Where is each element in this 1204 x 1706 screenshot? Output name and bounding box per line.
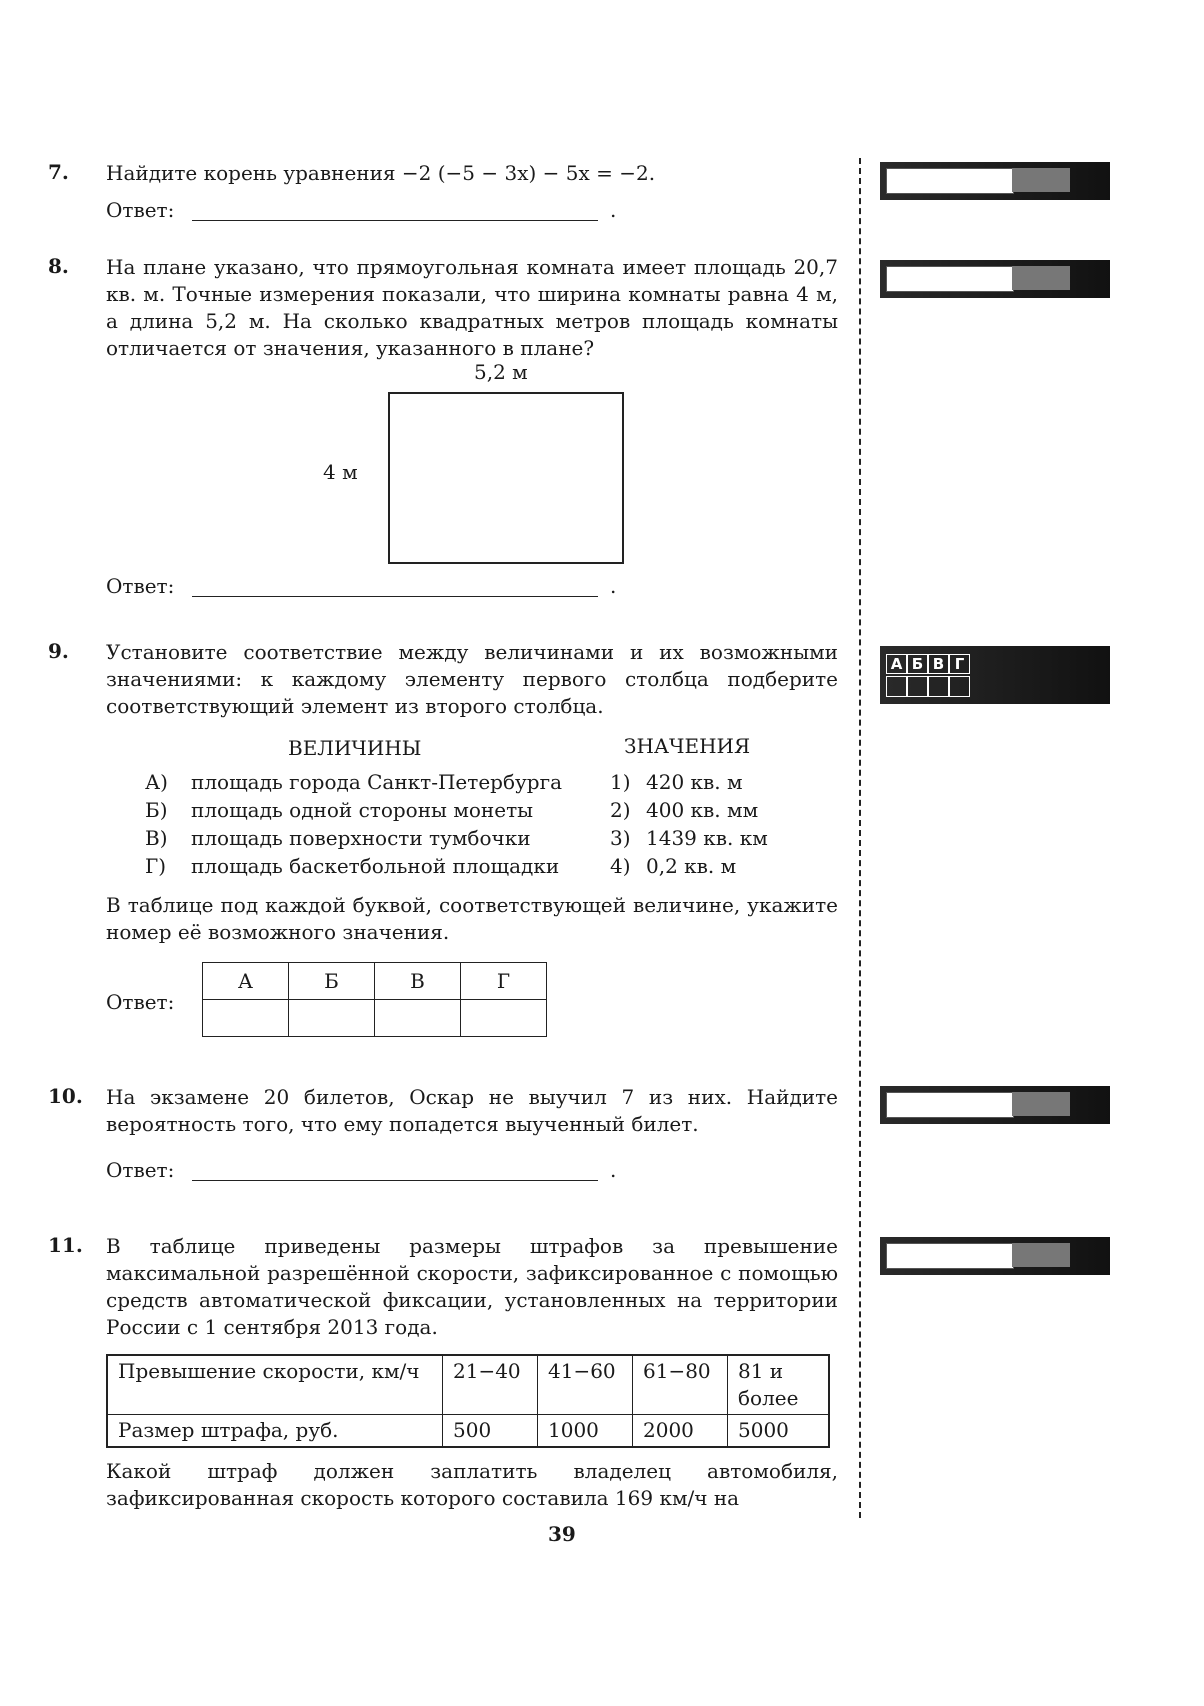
answer-cell[interactable] xyxy=(375,1000,461,1037)
value-item: 4) 0,2 кв. м xyxy=(610,854,737,878)
answer-label: Ответ: xyxy=(106,574,175,598)
answer-label: Ответ: xyxy=(106,1158,175,1182)
fines-table xyxy=(106,1354,830,1448)
mark-letter: Б xyxy=(907,654,928,674)
quantity-item: В) площадь поверхности тумбочки xyxy=(145,826,531,850)
task-number: 11. xyxy=(48,1233,83,1257)
mark-letter: Г xyxy=(949,654,970,674)
task-text: На плане указано, что прямоугольная комната имеет площадь 20,7 кв. м. Точные измерения показали, что ширина комнаты равна 4 м, а длина 5,2 м. На сколько квадратных метров площадь комнаты отличается от значения, указанного в плане? xyxy=(106,255,838,360)
answer-letter: В xyxy=(375,963,461,1000)
values-header: ЗНАЧЕНИЯ xyxy=(624,734,751,758)
task-question: Какой штраф должен заплатить владелец автомобиля, зафиксированная скорость которого составила 169 км/ч на xyxy=(106,1459,838,1510)
task-text: Найдите корень уравнения −2 (−5 − 3x) − 5x = −2. xyxy=(106,161,656,185)
answer-line[interactable] xyxy=(192,596,598,597)
room-width-label: 4 м xyxy=(323,460,358,484)
answer-mark-8 xyxy=(880,260,1110,298)
task-text: Установите соответствие между величинами и их возможными значениями: к каждому элементу первого столбца подберите соответствующий элемент из второго столбца. xyxy=(106,640,838,718)
fine-value: 1000 xyxy=(538,1415,633,1448)
row-header: Превышение скорости, км/ч xyxy=(107,1355,443,1415)
fine-value: 5000 xyxy=(728,1415,830,1448)
answer-line[interactable] xyxy=(192,220,598,221)
value-item: 1) 420 кв. м xyxy=(610,770,743,794)
answer-dot: . xyxy=(610,198,617,222)
answer-letter: Б xyxy=(289,963,375,1000)
answer-mark-7 xyxy=(880,162,1110,200)
answer-mark-9 xyxy=(880,646,1110,704)
answer-line[interactable] xyxy=(192,1180,598,1181)
answer-letter: Г xyxy=(461,963,547,1000)
speed-range: 21−40 xyxy=(443,1355,538,1415)
answer-dot: . xyxy=(610,1158,617,1182)
task-text: На экзамене 20 билетов, Оскар не выучил 7 из них. Найдите вероятность того, что ему попадется выученный билет. xyxy=(106,1085,838,1136)
answer-cell[interactable] xyxy=(203,1000,289,1037)
task-number: 7. xyxy=(48,160,69,184)
fine-value: 500 xyxy=(443,1415,538,1448)
task-text: В таблице приведены размеры штрафов за превышение максимальной разрешённой скорости, зафиксированное с помощью средств автоматической фиксации, установленных на территории России с 1 сентября 2013 года. xyxy=(106,1234,838,1339)
margin-cut-line xyxy=(859,158,861,1518)
answer-cell[interactable] xyxy=(289,1000,375,1037)
task-number: 8. xyxy=(48,254,69,278)
answer-cell[interactable] xyxy=(461,1000,547,1037)
task-instruction: В таблице под каждой буквой, соответствующей величине, укажите номер её возможного значения. xyxy=(106,893,838,944)
task-number: 10. xyxy=(48,1084,83,1108)
answer-label: Ответ: xyxy=(106,990,175,1014)
values-list xyxy=(610,768,768,880)
answer-letter: А xyxy=(203,963,289,1000)
mark-letter: А xyxy=(886,654,907,674)
room-length-label: 5,2 м xyxy=(474,360,528,384)
task-number: 9. xyxy=(48,639,69,663)
speed-range: 81 и более xyxy=(728,1355,830,1415)
quantity-item: Г) площадь баскетбольной площадки xyxy=(145,854,560,878)
quantity-item: А) площадь города Санкт-Петербурга xyxy=(145,770,562,794)
answer-mark-11 xyxy=(880,1237,1110,1275)
speed-range: 61−80 xyxy=(633,1355,728,1415)
answer-mark-10 xyxy=(880,1086,1110,1124)
answer-dot: . xyxy=(610,574,617,598)
page-number: 39 xyxy=(548,1522,576,1546)
quantities-header: ВЕЛИЧИНЫ xyxy=(288,736,422,760)
speed-range: 41−60 xyxy=(538,1355,633,1415)
mark-letter: В xyxy=(928,654,949,674)
quantity-item: Б) площадь одной стороны монеты xyxy=(145,798,534,822)
quantities-list xyxy=(145,768,562,880)
value-item: 3) 1439 кв. км xyxy=(610,826,768,850)
room-rectangle xyxy=(388,392,624,564)
answer-label: Ответ: xyxy=(106,198,175,222)
row-header: Размер штрафа, руб. xyxy=(107,1415,443,1448)
answer-table xyxy=(202,962,547,1037)
fine-value: 2000 xyxy=(633,1415,728,1448)
value-item: 2) 400 кв. мм xyxy=(610,798,759,822)
